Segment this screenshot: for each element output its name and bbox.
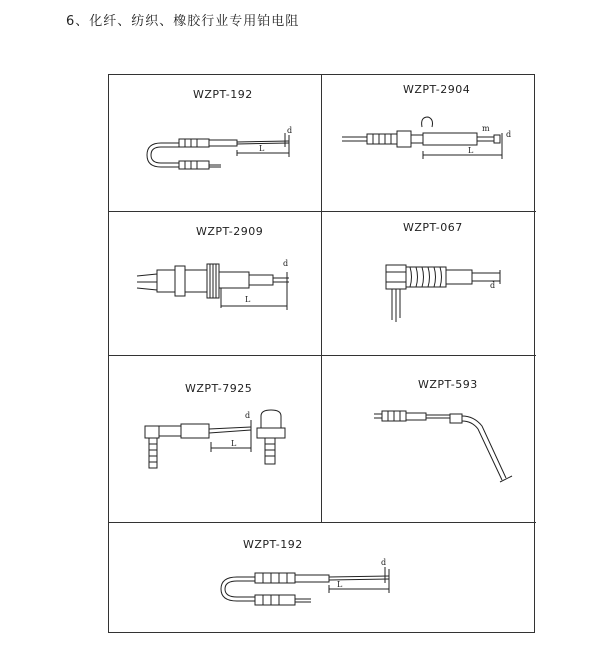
diameter-mark: d <box>506 130 512 139</box>
cell-wzpt-2904 <box>322 75 536 212</box>
m-mark: m <box>482 124 490 133</box>
section-heading: 6、化纤、纺织、橡胶行业专用铂电阻 <box>66 14 300 29</box>
probe-drawing-spring <box>322 212 536 356</box>
model-label: WZPT-192 <box>243 538 303 551</box>
diameter-mark: d <box>283 259 289 268</box>
length-mark: L <box>259 144 265 153</box>
diameter-mark: d <box>287 126 293 135</box>
model-label: WZPT-7925 <box>185 382 253 395</box>
length-mark: L <box>468 146 474 155</box>
model-label: WZPT-2909 <box>196 225 264 238</box>
model-label: WZPT-593 <box>418 378 478 391</box>
probe-drawing-threaded <box>322 75 536 212</box>
probe-drawing-u-bend-large <box>109 523 536 634</box>
cell-wzpt-2909 <box>109 212 322 356</box>
length-mark: L <box>231 439 237 448</box>
probe-drawing-clip <box>109 356 322 523</box>
model-label: WZPT-2904 <box>403 83 471 96</box>
cell-wzpt-593 <box>322 356 536 523</box>
length-mark: L <box>337 580 343 589</box>
model-label: WZPT-192 <box>193 88 253 101</box>
model-label: WZPT-067 <box>403 221 463 234</box>
diameter-mark: d <box>490 281 496 290</box>
probe-drawing-bent <box>322 356 536 523</box>
probe-drawing-threaded-fitting <box>109 212 322 356</box>
cell-wzpt-192-bottom <box>109 523 536 634</box>
cell-wzpt-7925 <box>109 356 322 523</box>
length-mark: L <box>245 295 251 304</box>
diameter-mark: d <box>381 558 387 567</box>
product-table <box>108 74 535 633</box>
diameter-mark: d <box>245 411 251 420</box>
cell-wzpt-192-top <box>109 75 322 212</box>
probe-drawing-u-bend <box>109 75 322 212</box>
cell-wzpt-067 <box>322 212 536 356</box>
